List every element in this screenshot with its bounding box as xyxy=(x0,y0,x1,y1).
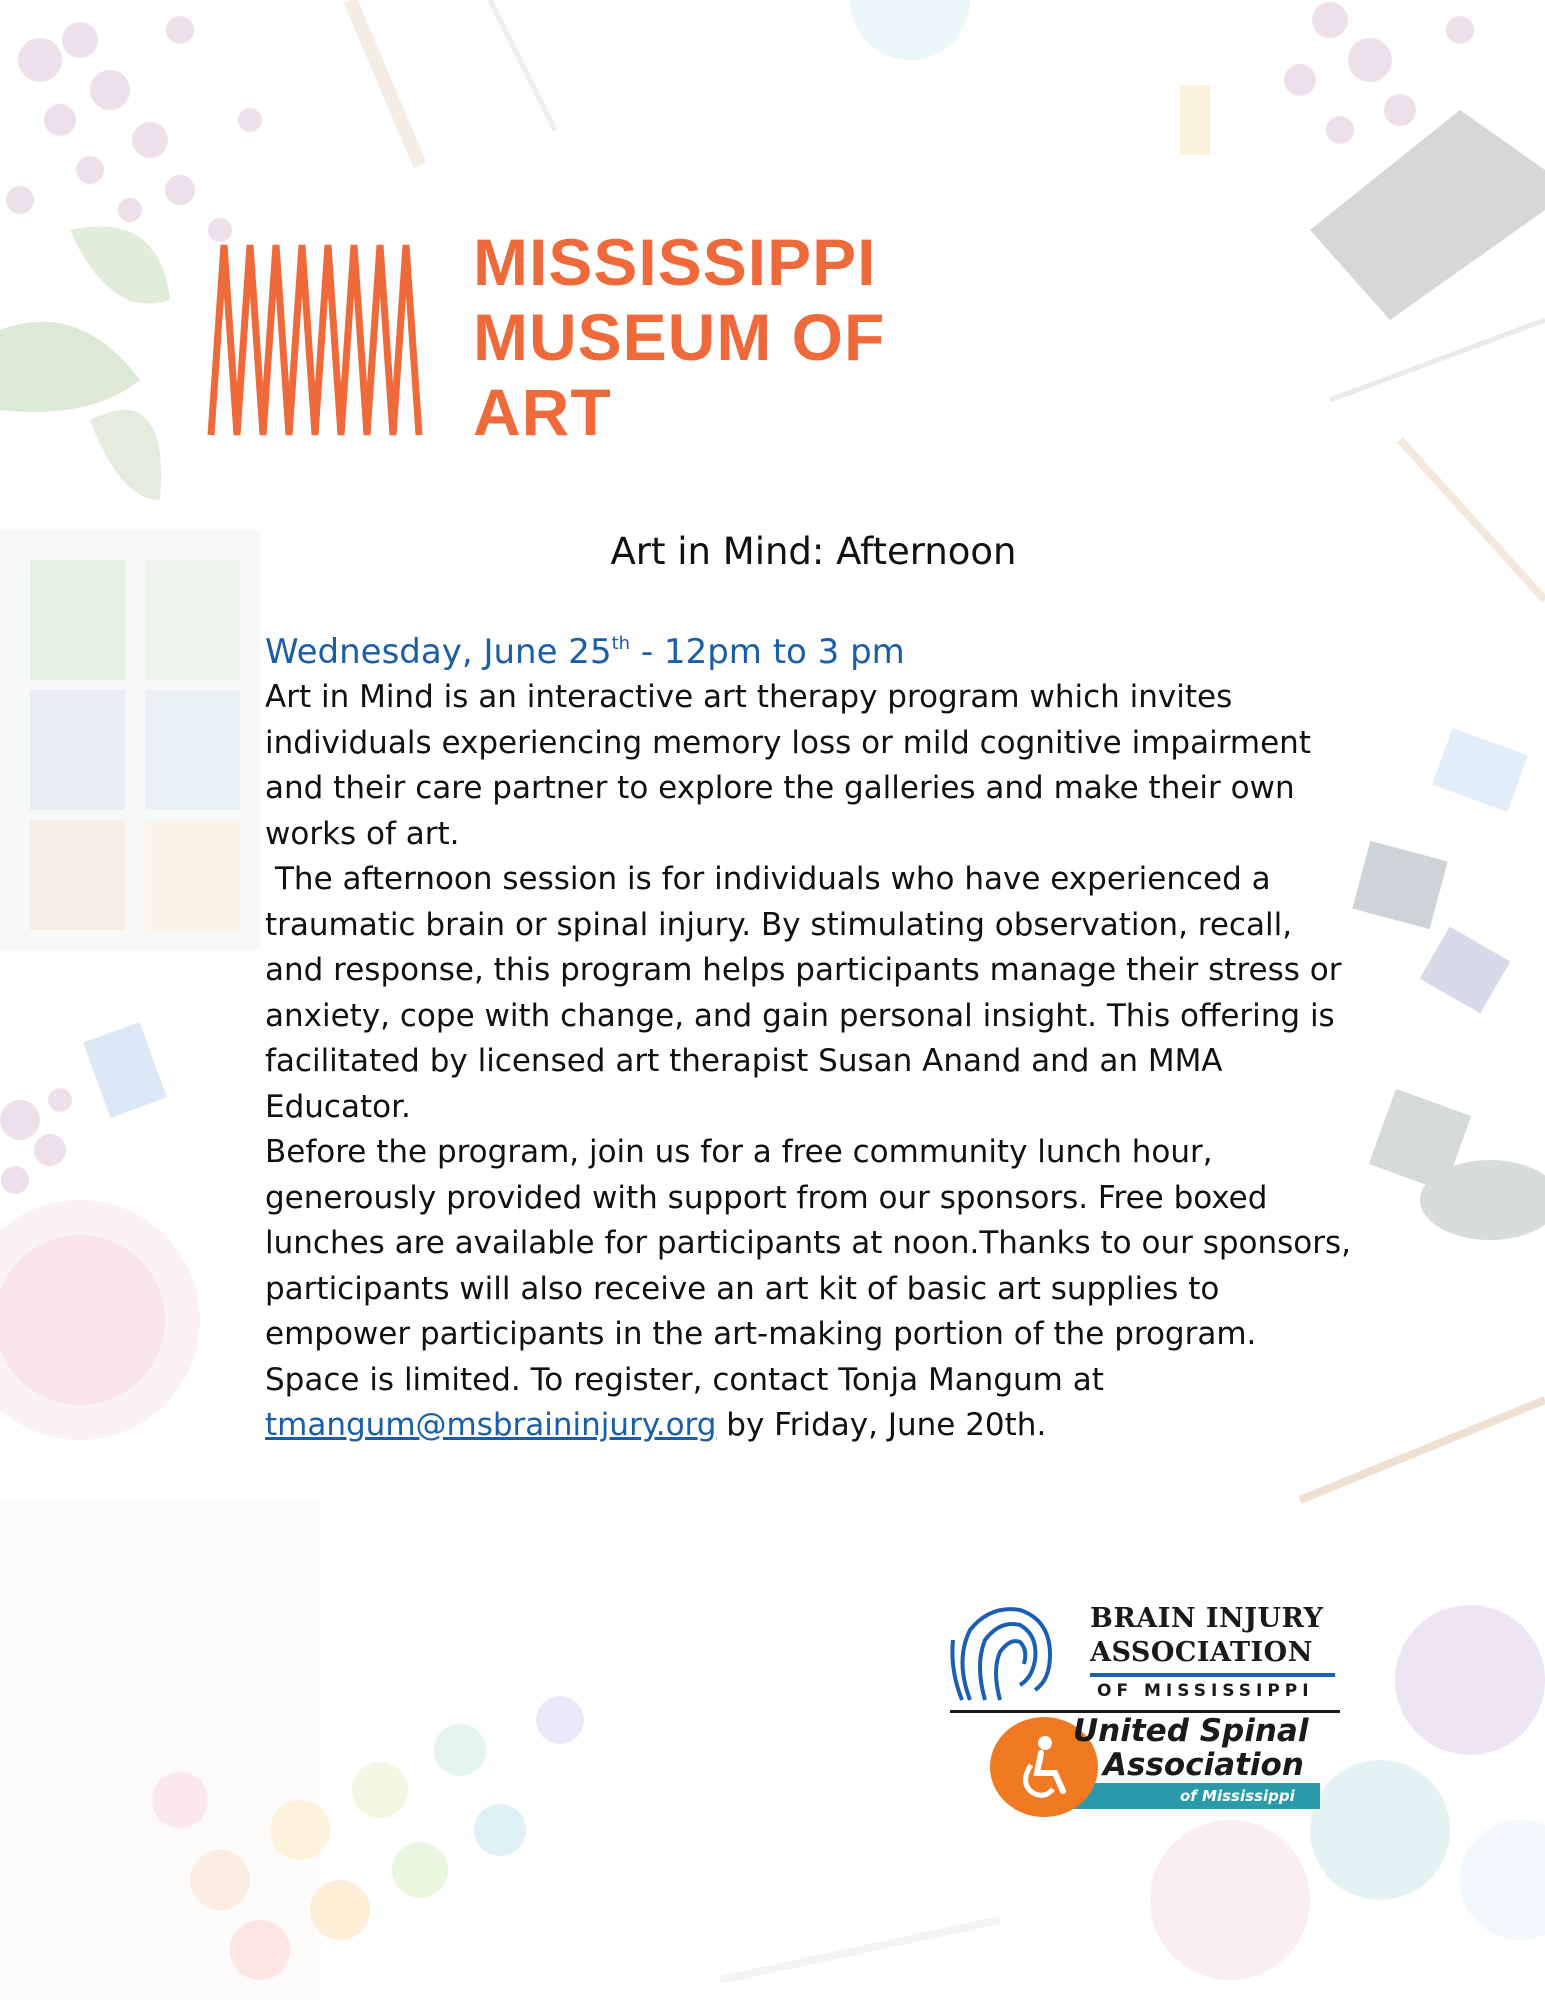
mma-logo-line2: MUSEUM OF xyxy=(473,300,886,374)
event-title: Art in Mind: Afternoon xyxy=(610,530,1017,573)
paragraph-afternoon-session: The afternoon session is for individuals who have experienced a traumatic brain or spinal injury. By stimulating observation, recall, and response, this program helps participants manage their stress or anxiety, cope with change, and gain personal insight. This offering is facilitated by licensed art therapist Susan Anand and an MMA Educator. xyxy=(265,861,1342,1125)
partner-logo xyxy=(945,1595,1345,1825)
bia-divider xyxy=(1090,1673,1335,1677)
event-date-suffix: th xyxy=(611,633,631,654)
mma-logo xyxy=(205,225,925,450)
mma-logo-line1: MISSISSIPPI xyxy=(473,225,877,299)
paragraph-lunch: Before the program, join us for a free community lunch hour, generously provided with support from our sponsors. Free boxed lunches are available for participants at noon.Thanks to our sponsors, participants will also receive an art kit of basic art supplies to empower participants in the art-making portion of the program. xyxy=(265,1134,1352,1352)
head-profile-icon xyxy=(950,1600,1065,1710)
paragraph-register xyxy=(265,1358,1355,1449)
register-text: Space is limited. To register, contact Tonja Mangum at xyxy=(265,1361,1104,1398)
bia-line2: ASSOCIATION xyxy=(1090,1637,1313,1668)
event-description xyxy=(265,630,1355,1449)
mma-logo-line3: ART xyxy=(473,375,612,449)
mma-zigzag-mark xyxy=(205,235,430,440)
wheelchair-user-icon xyxy=(1011,1733,1081,1803)
bia-line3: OF MISSISSIPPI xyxy=(1097,1681,1314,1701)
event-date xyxy=(265,630,1355,675)
usa-line1: United Spinal xyxy=(1073,1713,1309,1749)
paragraph-intro: Art in Mind is an interactive art therapy program which invites individuals experiencing memory loss or mild cognitive impairment and their care partner to explore the galleries and make their own works of art. xyxy=(265,679,1311,852)
register-deadline: by Friday, June 20th. xyxy=(716,1407,1047,1443)
register-email-link[interactable]: tmangum@msbraininjury.org xyxy=(265,1407,717,1443)
event-date-time: - 12pm to 3 pm xyxy=(630,632,905,672)
event-date-day: Wednesday, June 25 xyxy=(265,632,612,672)
usa-line2: Association xyxy=(1103,1747,1304,1783)
usa-line3: of Mississippi xyxy=(1180,1787,1295,1805)
bia-line1: BRAIN INJURY xyxy=(1090,1603,1324,1634)
